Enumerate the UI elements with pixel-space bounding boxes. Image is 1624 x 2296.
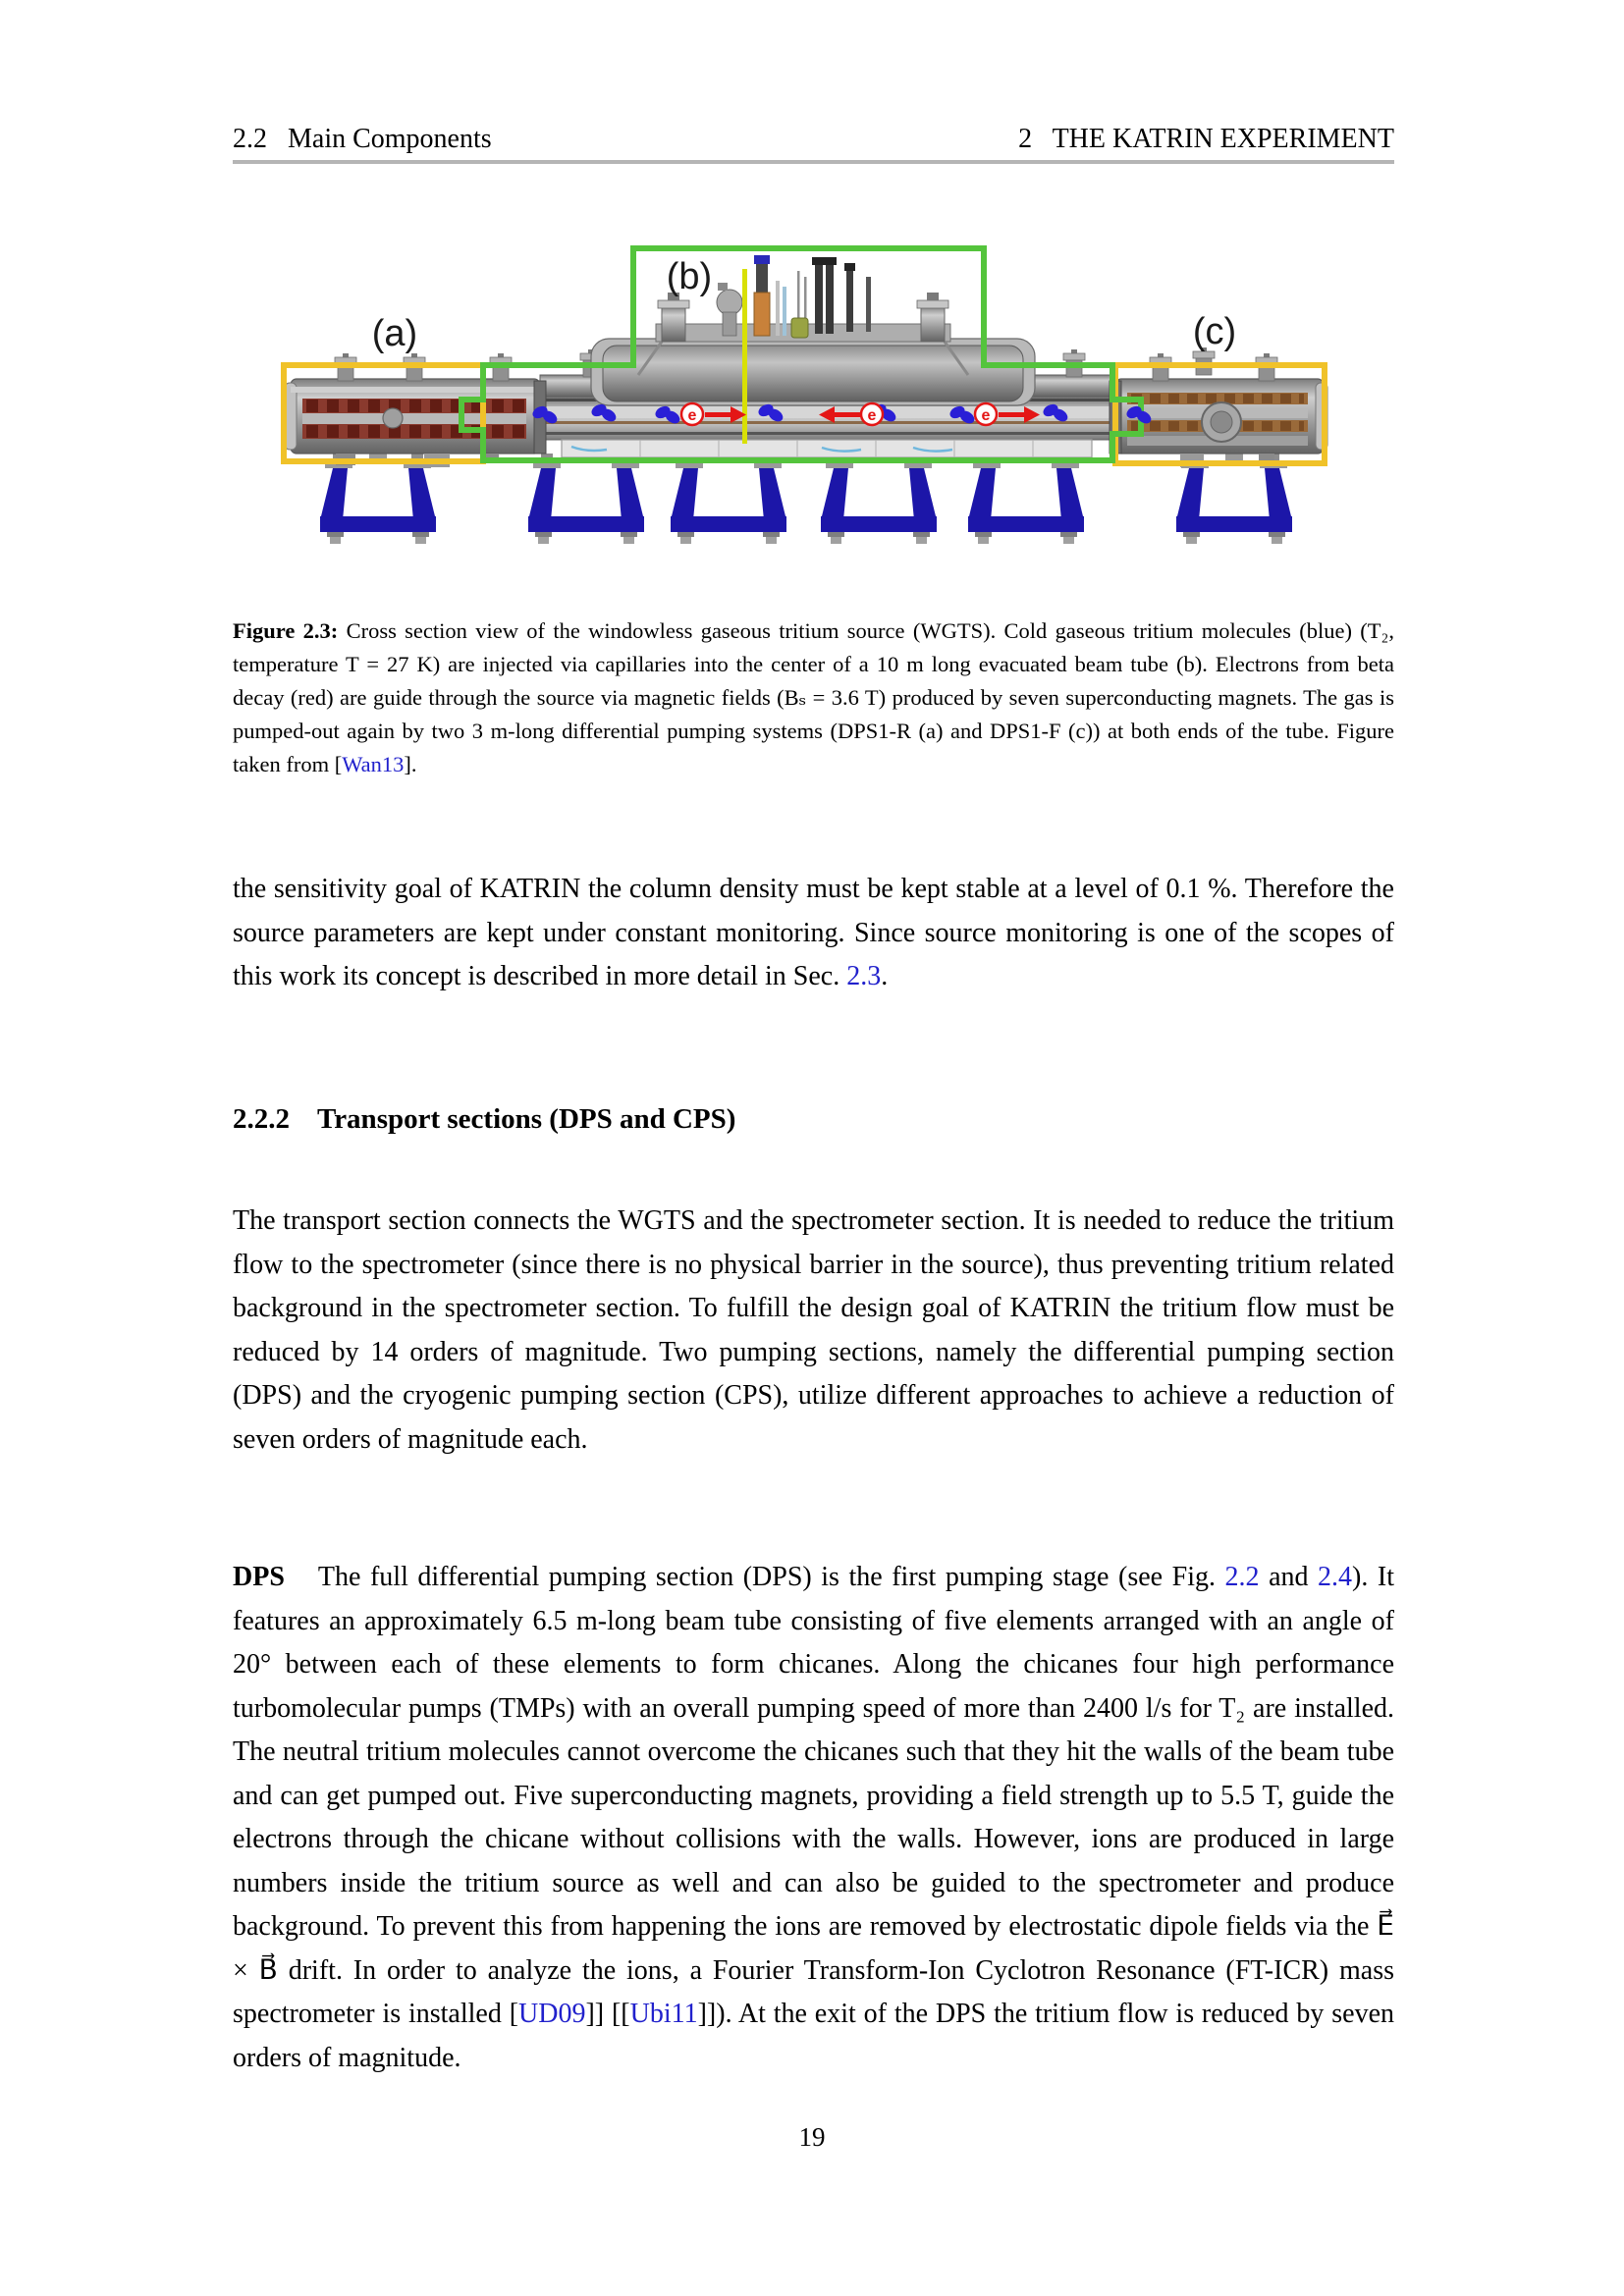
pump-tower	[658, 293, 689, 342]
ref-ubi11[interactable]: Ubi11	[629, 1999, 698, 2029]
paragraph2-text: The transport section connects the WGTS and the spectrometer section. It is needed to reduce the tritium flow to the spectrometer (since there is no physical barrier in the source), thus preventing tritium related background in the spectrometer section. To fulfill the design goal of KATRIN the tritium flow must be reduced by 14 orders of magnitude. Two pumping sections, namely the differential pumping section (DPS) and the cryogenic pumping section (CPS), utilize different approaches to achieve a reduction of seven orders of magnitude each.	[233, 1205, 1394, 1455]
figure-caption-label: Figure 2.3:	[233, 618, 339, 643]
ref-fig-2-4[interactable]: 2.4	[1318, 1562, 1353, 1592]
dps-text-3: ). It features an approximately 6.5 m-long beam tube consisting of five elements arranged with an angle of 20° between each of these elements to form chicanes. Along the chicanes four high performance turbomolecular pumps (TMPs) with an overall pumping speed of more than 2400 l/s for T₂ are installed. The neutral tritium molecules cannot overcome the chicanes such that they hit the walls of the beam tube and can get pumped out. Five superconducting magnets, providing a field strength up to 5.5 T, guide the electrons through the chicane without collisions with the walls. However, ions are produced in large numbers inside the tritium source as well and can also be guided to the spectrometer and produce background. To prevent this from happening the ions are removed by electrostatic dipole fields via the E⃗ × B⃗ drift. In order to analyze the ions, a Fourier Transform-Ion Cyclotron Resonance (FT-ICR) mass spectrometer is installed [	[233, 1562, 1394, 2029]
header-chapter-right: 2 THE KATRIN EXPERIMENT	[1018, 124, 1394, 154]
support-stand	[528, 454, 644, 544]
wgts-figure-svg	[277, 243, 1347, 548]
support-stand	[671, 454, 786, 544]
body-paragraph-2	[233, 1200, 1394, 1462]
section-title: Transport sections (DPS and CPS)	[317, 1103, 736, 1135]
figure-caption-text-end: ].	[404, 752, 417, 776]
header-rule	[233, 160, 1394, 164]
figure-label-b: (b)	[666, 256, 713, 297]
dps-text-4: ]] [[	[585, 1999, 630, 2029]
page-header	[233, 124, 1394, 155]
page-number: 19	[798, 2122, 826, 2152]
support-stand	[821, 454, 937, 544]
figure-caption-text: Cross section view of the windowless gaseous tritium source (WGTS). Cold gaseous tritium molecules (blue) (T₂, temperature T = 27 K) are injected via capillaries into the center of a 10 m long evacuated beam tube (b). Electrons from beta decay (red) are guide through the source via magnetic fields (Bₛ = 3.6 T) produced by seven superconducting magnets. The gas is pumped-out again by two 3 m-long differential pumping systems (DPS1-R (a) and DPS1-F (c)) at both ends of the tube. Figure taken from [	[233, 618, 1394, 776]
ref-ud09[interactable]: UD09	[518, 1999, 586, 2029]
electron-label: e	[687, 407, 697, 424]
support-stands	[320, 454, 1292, 544]
dps-text-5: ]]). At the exit of the DPS the tritium flow is reduced by seven orders of magnitude.	[233, 1999, 1395, 2073]
dps-run-in-label: DPS	[233, 1562, 285, 1592]
electron-label: e	[981, 407, 991, 424]
injection-capillary	[742, 269, 747, 444]
dps1r-vessel	[285, 353, 540, 467]
support-stand	[320, 454, 436, 544]
dps-text-2: and	[1259, 1562, 1319, 1592]
electron-label: e	[867, 407, 877, 424]
figure-label-c: (c)	[1192, 311, 1237, 352]
ref-wan13[interactable]: Wan13	[342, 752, 405, 776]
section-heading	[233, 1103, 1394, 1136]
dps-text-1: The full differential pumping section (DPS) is the first pumping stage (see Fig.	[317, 1562, 1225, 1592]
pump-tower	[917, 293, 948, 342]
figure-caption	[233, 614, 1394, 781]
header-section-left: 2.2 Main Components	[233, 124, 492, 154]
body-paragraph-1	[233, 868, 1394, 999]
support-stand	[968, 454, 1084, 544]
paragraph1-text-end: .	[881, 961, 889, 991]
dps-paragraph	[233, 1556, 1394, 2080]
figure-label-a: (a)	[371, 313, 418, 354]
ref-sec-2-3[interactable]: 2.3	[846, 961, 882, 991]
paragraph1-text: the sensitivity goal of KATRIN the column density must be kept stable at a level of 0.1 %. Therefore the source parameters are kept under constant monitoring. Since source monitoring is one of the scopes of this work its concept is described in more detail in Sec.	[233, 874, 1394, 991]
wgts-figure	[277, 243, 1347, 548]
ref-fig-2-2[interactable]: 2.2	[1224, 1562, 1260, 1592]
section-number: 2.2.2	[233, 1103, 290, 1135]
